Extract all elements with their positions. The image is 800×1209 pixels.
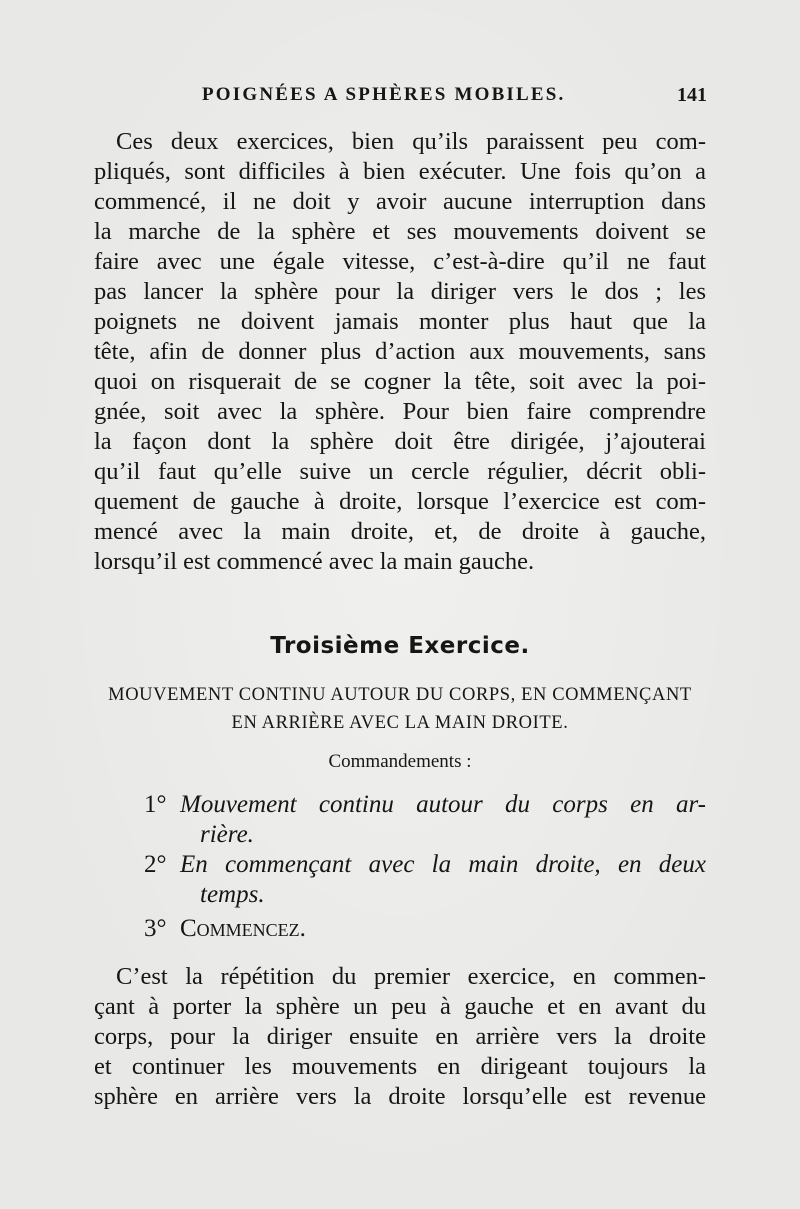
text-line: la marche de la sphère et ses mouvements doivent se <box>94 218 706 245</box>
running-head <box>95 84 707 114</box>
text-line: la façon dont la sphère doit être dirigée, j’ajouterai <box>94 428 706 455</box>
running-head-title: POIGNÉES A SPHÈRES MOBILES. <box>202 84 566 105</box>
text-line: C’est la répétition du premier exercice, en commen- <box>116 963 706 990</box>
command-line: Mouvement continu autour du corps en ar- <box>180 791 706 818</box>
text-line: gnée, soit avec la sphère. Pour bien faire comprendre <box>94 398 706 425</box>
text-line: lorsqu’il est commencé avec la main gauche. <box>94 548 535 575</box>
text-line: pliqués, sont difficiles à bien exécuter. Une fois qu’on a <box>94 158 706 185</box>
command-number: 1° <box>144 791 167 818</box>
command-text <box>94 850 706 910</box>
paragraph-2 <box>94 962 706 1112</box>
text-line: corps, pour la diriger ensuite en arrière vers la droite <box>94 1023 706 1050</box>
text-line: qu’il faut qu’elle suive un cercle régulier, décrit obli- <box>94 458 706 485</box>
command-item-3 <box>94 914 706 944</box>
text-line: commencé, il ne doit y avoir aucune interruption dans <box>94 188 706 215</box>
text-line: faire avec une égale vitesse, c’est-à-dire qu’il ne faut <box>94 248 706 275</box>
command-item-2 <box>94 850 706 910</box>
text-line: tête, afin de donner plus d’action aux mouvements, sans <box>94 338 706 365</box>
paragraph-1 <box>94 127 706 577</box>
text-line: sphère en arrière vers la droite lorsqu’elle est revenue <box>94 1083 706 1110</box>
text-line: et continuer les mouvements en dirigeant toujours la <box>94 1053 706 1080</box>
command-line: Commencez. <box>180 915 306 942</box>
command-line: En commençant avec la main droite, en deux <box>180 851 706 878</box>
text-line: quement de gauche à droite, lorsque l’exercice est com- <box>94 488 706 515</box>
command-line: rière. <box>200 821 254 848</box>
text-line: quoi on risquerait de se cogner la tête, soit avec la poi- <box>94 368 706 395</box>
command-text <box>94 914 706 944</box>
text-line: mencé avec la main droite, et, de droite à gauche, <box>94 518 706 545</box>
text-line: pas lancer la sphère pour la diriger vers le dos ; les <box>94 278 706 305</box>
command-item-1 <box>94 790 706 850</box>
section-heading: Troisième Exercice. <box>270 633 530 659</box>
command-number: 3° <box>144 915 167 942</box>
section-subheading-line-2: EN ARRIÈRE AVEC LA MAIN DROITE. <box>231 713 569 733</box>
section-subheading-line-1: MOUVEMENT CONTINU AUTOUR DU CORPS, EN COMMENÇANT <box>108 685 692 705</box>
text-line: çant à porter la sphère un peu à gauche et en avant du <box>94 993 706 1020</box>
text-line: Ces deux exercices, bien qu’ils paraissent peu com- <box>116 128 706 155</box>
command-line: temps. <box>200 881 265 908</box>
page-number: 141 <box>677 84 707 106</box>
command-number: 2° <box>144 851 167 878</box>
commands-label: Commandements : <box>328 751 472 772</box>
command-text <box>94 790 706 850</box>
text-line: poignets ne doivent jamais monter plus haut que la <box>94 308 706 335</box>
